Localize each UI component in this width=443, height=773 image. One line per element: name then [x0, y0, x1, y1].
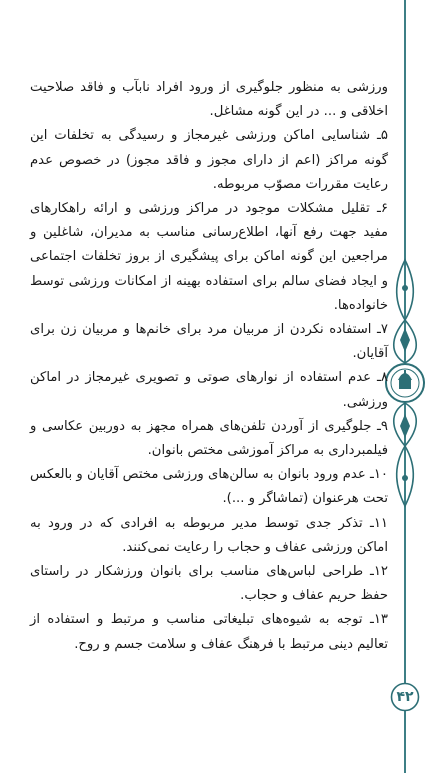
paragraph-7: ۱۰ـ عدم ورود بانوان به سالن‌های ورزشی مختص آقایان و بالعکس تحت هرعنوان (تماشاگر و ...). [30, 467, 388, 507]
paragraph-1: ورزشی به منظور جلوگیری از ورود افراد نابآب و فاقد صلاحیت اخلاقی و ... در این گونه مشاغل. [30, 80, 388, 120]
paragraph-2: ۵ـ شناسایی اماکن ورزشی غیرمجاز و رسیدگی به تخلفات این گونه مراکز (اعم از دارای مجوز و فاقد مجوز) در خصوص عدم رعایت مقررات مصوّب مربوطه. [30, 128, 388, 192]
paragraph-9: ۱۲ـ طراحی لباس‌های مناسب برای بانوان ورزشکار در راستای حفظ حریم عفاف و حجاب. [30, 564, 388, 604]
paragraph-6: ۹ـ جلوگیری از آوردن تلفن‌های همراه مجهز به دوربین عکاسی و فیلمبرداری به مراکز آموزشی مختص بانوان. [30, 418, 388, 459]
decorative-ornament-icon [384, 258, 426, 508]
paragraph-5: ۸ـ عدم استفاده از نوارهای صوتی و تصویری غیرمجاز در اماکن ورزشی. [30, 370, 388, 410]
body-text [30, 76, 388, 657]
paragraph-3: ۶ـ تقلیل مشکلات موجود در مراکز ورزشی و ارائه راهکارهای مفید جهت رفع آنها، اطلاع‌رسانی مناسب به مدیران، شاغلین و مراجعین این گونه اماکن برای پیشگیری از بروز تخلفات اجتماعی و ایجاد فضای سالم برای استفاده بهینه از امکانات ورزشی توسط خانواده‌ها. [30, 201, 388, 313]
paragraph-8: ۱۱ـ تذکر جدی توسط مدیر مربوطه به افرادی که در ورود به اماکن ورزشی عفاف و حجاب را رعایت نمی‌کنند. [30, 515, 388, 555]
page-number: ۴۲ [396, 689, 414, 705]
paragraph-10: ۱۳ـ توجه به شیوه‌های تبلیغاتی مناسب و مرتبط و استفاده از تعالیم دینی مرتبط با فرهنگ عفاف و سلامت جسم و روح. [30, 612, 388, 652]
paragraph-4: ۷ـ استفاده نکردن از مربیان مرد برای خانم‌ها و مربیان زن برای آقایان. [30, 322, 388, 362]
